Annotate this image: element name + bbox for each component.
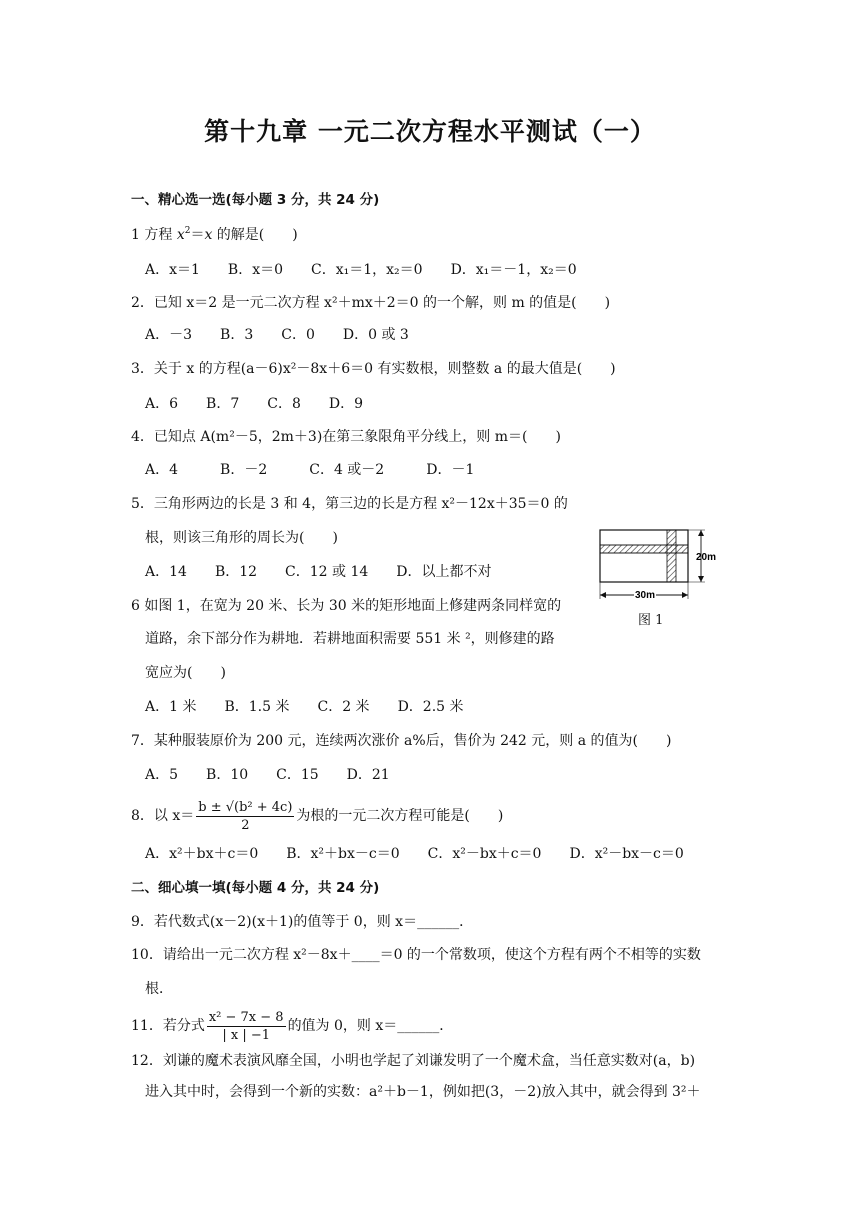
question-12-stem-line2: 进入其中时，会得到一个新的实数：a²＋b－1，例如把(3，－2)放入其中，就会得到 3²＋ xyxy=(145,1084,701,1100)
question-4-stem: 4．已知点 A(m²－5，2m＋3)在第三象限角平分线上，则 m＝( ) xyxy=(131,429,561,445)
option-d: D．x₁＝－1，x₂＝0 xyxy=(450,262,577,278)
question-11 xyxy=(131,1006,453,1046)
option-b: B．1.5 米 xyxy=(224,699,290,715)
option-b: B．12 xyxy=(214,564,258,580)
question-2-options xyxy=(145,326,437,344)
option-d: D．0 或 3 xyxy=(342,327,409,343)
fraction-denominator: | x | −1 xyxy=(222,1027,271,1043)
option-d: D．x²－bx－c＝0 xyxy=(569,846,684,862)
option-a: A．x＝1 xyxy=(145,262,200,278)
fraction-denominator: 2 xyxy=(241,817,250,833)
figure-caption: 图 1 xyxy=(638,613,664,628)
option-d: D．9 xyxy=(328,396,363,412)
option-b: B．－2 xyxy=(220,462,268,478)
option-a: A．5 xyxy=(145,767,179,783)
question-1-stem-b: 的解是( ) xyxy=(212,227,298,243)
option-c: C．0 xyxy=(281,327,315,343)
question-1-options xyxy=(145,261,605,279)
question-11-stem-b: 的值为 0，则 x＝______． xyxy=(287,1018,454,1034)
question-10-stem-line2: 根． xyxy=(145,981,173,997)
section-heading-fill: 二、细心填一填(每小题 4 分，共 24 分) xyxy=(131,880,380,896)
option-c: C．x²－bx＋c＝0 xyxy=(427,846,542,862)
question-6-stem-line3: 宽应为( ) xyxy=(145,665,226,681)
option-d: D．以上都不对 xyxy=(396,564,492,580)
question-5-stem-line2: 根，则该三角形的周长为( ) xyxy=(145,530,338,546)
question-5-stem-line1: 5．三角形两边的长是 3 和 4，第三边的长是方程 x²－12x＋35＝0 的 xyxy=(131,496,568,512)
question-11-stem-a: 11．若分式 xyxy=(131,1018,205,1034)
figure-width-label: 30m xyxy=(635,590,656,601)
figure-height-label: 20m xyxy=(696,552,717,563)
fraction-numerator: x² − 7x − 8 xyxy=(208,1009,284,1025)
question-11-fraction xyxy=(207,1009,286,1044)
option-b: B．3 xyxy=(220,327,254,343)
option-d: D．21 xyxy=(346,767,390,783)
question-1-stem-a: 1 方程 xyxy=(131,227,177,243)
question-8-options xyxy=(145,845,712,863)
option-c: C．15 xyxy=(276,767,319,783)
question-10-stem-line1: 10．请给出一元二次方程 x²－8x＋____＝0 的一个常数项，使这个方程有两个不相等的实数 xyxy=(131,947,701,963)
option-b: B．x²＋bx－c＝0 xyxy=(286,846,400,862)
option-c: C．x₁＝1，x₂＝0 xyxy=(311,262,423,278)
question-4-options xyxy=(145,461,502,479)
page-title: 第十九章 一元二次方程水平测试（一） xyxy=(204,117,656,146)
option-b: B．10 xyxy=(206,767,249,783)
question-8-stem-b: 为根的一元二次方程可能是( ) xyxy=(296,808,504,824)
question-6-options xyxy=(145,698,492,716)
option-c: C．12 或 14 xyxy=(285,564,369,580)
question-9-stem: 9．若代数式(x－2)(x＋1)的值等于 0，则 x＝______． xyxy=(131,914,474,930)
fraction-numerator: b ± √(b² + 4c) xyxy=(198,799,293,815)
option-a: A．1 米 xyxy=(145,699,197,715)
option-d: D．2.5 米 xyxy=(397,699,464,715)
figure-1-rectangle-diagram xyxy=(596,525,721,609)
option-c: C．8 xyxy=(267,396,301,412)
question-3-options xyxy=(145,395,391,413)
question-2-stem: 2．已知 x＝2 是一元二次方程 x²＋mx＋2＝0 的一个解，则 m 的值是( ) xyxy=(131,295,611,311)
option-a: A．14 xyxy=(145,564,187,580)
option-d: D．－1 xyxy=(426,462,475,478)
option-a: A．－3 xyxy=(145,327,193,343)
question-5-options xyxy=(145,563,520,581)
question-7-stem: 7．某种服装原价为 200 元，连续两次涨价 a%后，售价为 242 元，则 a 的值为( ) xyxy=(131,733,672,749)
option-b: B．7 xyxy=(206,396,240,412)
question-12-stem-line1: 12．刘谦的魔术表演风靡全国，小明也学起了刘谦发明了一个魔术盒，当任意实数对(a，b) xyxy=(131,1053,696,1069)
option-b: B．x＝0 xyxy=(227,262,284,278)
option-c: C．4 或－2 xyxy=(309,462,385,478)
option-a: A．x²＋bx＋c＝0 xyxy=(145,846,259,862)
question-6-stem-line1: 6 如图 1，在宽为 20 米、长为 30 米的矩形地面上修建两条同样宽的 xyxy=(131,598,562,614)
question-8 xyxy=(131,796,503,836)
question-8-fraction xyxy=(196,799,294,834)
question-6-stem-line2: 道路，余下部分作为耕地．若耕地面积需要 551 米 ²，则修建的路 xyxy=(145,631,555,647)
option-c: C．2 米 xyxy=(317,699,370,715)
question-8-stem-a: 8．以 x＝ xyxy=(131,808,195,824)
question-1: 1 方程 $x^2=x$ 的解是( ) xyxy=(131,226,298,243)
option-a: A．6 xyxy=(145,396,179,412)
question-7-options xyxy=(145,766,418,784)
option-a: A．4 xyxy=(145,462,179,478)
section-heading-choice: 一、精心选一选(每小题 3 分，共 24 分) xyxy=(131,192,380,208)
question-3-stem: 3．关于 x 的方程(a－6)x²－8x＋6＝0 有实数根，则整数 a 的最大值是( ) xyxy=(131,361,616,377)
